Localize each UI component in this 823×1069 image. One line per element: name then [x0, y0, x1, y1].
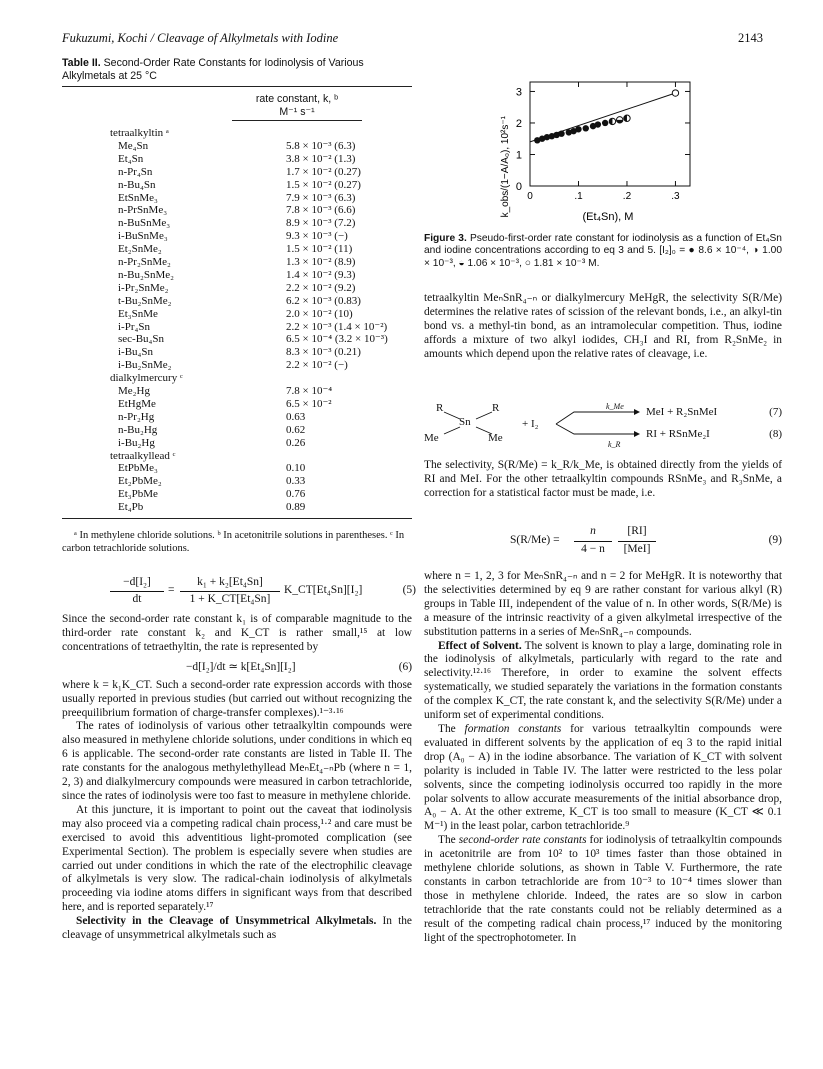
rate-constant-value: 2.2 × 10⁻³ (1.4 × 10⁻²)	[286, 320, 388, 333]
compound-name: Et₄Pb	[118, 501, 144, 514]
x-tick-label: .3	[671, 191, 680, 202]
rate-constant-value: 3.8 × 10⁻² (1.3)	[286, 152, 356, 165]
equation-9	[424, 525, 782, 559]
compound-name: t-Bu₂SnMe₂	[118, 294, 172, 307]
equation-5: −d[I₂] dt = k₁ + k₂[Et₄Sn] 1 + K_CT[Et₄Sn] K_CT[Et₄Sn][I₂] (5)	[108, 576, 416, 610]
table-group-row	[0, 127, 400, 140]
rate-constant-value: 0.63	[286, 410, 306, 423]
rate-constant-value: 1.5 × 10⁻² (0.27)	[286, 178, 361, 191]
compound-name: i-Pr₄Sn	[118, 320, 150, 333]
rate-constant-value: 1.7 × 10⁻² (0.27)	[286, 165, 361, 178]
table-row	[0, 462, 400, 475]
right-paragraph-5: for various tetraalkyltin compounds were evaluated in different solvents by the application of eq 3 to the rapid initial drop (A₀ − A) in the iodine absorbance. The variation of K_CT with solvent polarity is included in Table IV. The latter were restricted to the less polar solvents, since the competing iodinolysis occurred too rapidly in the more polar solvents to allow accurate measurements of the initial absorbance drop, A₀ − A. At the other extreme, K_CT is too small to measure (K_CT ≪ 0.1 M⁻¹) in the least polar, carbon tetrachloride.⁹	[424, 722, 782, 833]
data-point	[558, 130, 564, 136]
rate-constant-value: 5.8 × 10⁻³ (6.3)	[286, 139, 356, 152]
rate-constant-value: 6.2 × 10⁻³ (0.83)	[286, 294, 361, 307]
table-row	[0, 269, 400, 282]
x-tick-label: .2	[622, 191, 632, 202]
compound-name: sec-Bu₄Sn	[118, 333, 164, 346]
rate-constant-value: 0.76	[286, 488, 306, 501]
compound-name: i-Bu₂Hg	[118, 436, 155, 449]
rate-constant-value: 0.33	[286, 475, 306, 488]
eq5-mid-bar	[180, 591, 280, 592]
table-top-rule	[62, 86, 412, 87]
scheme-sn: Sn	[459, 416, 471, 428]
eq5-fraction-bar	[110, 591, 164, 592]
compound-name: i-BuSnMe₃	[118, 230, 168, 243]
rate-constant-value: 7.8 × 10⁻⁴	[286, 385, 333, 397]
reaction-scheme	[424, 400, 782, 456]
scheme-product-2: RI + RSnMe₂I	[646, 428, 710, 440]
eq6-number: (6)	[398, 660, 412, 673]
rate-constant-value: 6.5 × 10⁻⁴ (3.2 × 10⁻³)	[286, 333, 388, 346]
scheme-r-right: R	[492, 402, 500, 414]
eq5-tail: K_CT[Et₄Sn][I₂]	[284, 584, 363, 596]
x-axis-label: (Et₄Sn), M	[582, 211, 634, 223]
rate-constant-value: 0.10	[286, 462, 306, 475]
compound-name: Et₂PbMe₂	[118, 475, 162, 488]
left-paragraph-3: The rates of iodinolysis of various other tetraalkyltin compounds were also measured in methylene chloride solutions, under conditions in which eq 6 is applicable. The second-order rate constants are listed in Table II. The rate constants for the analogous methylethyllead MeₙEt₄₋ₙPb (where n = 1, 2, 3) and dialkylmercury compounds were measured in carbon tetrachloride, since the rates of iodinolysis were too fast to measure in methylene chloride.	[62, 720, 412, 802]
table-row	[0, 140, 400, 153]
left-paragraph-2: where k = k₁K_CT. Such a second-order rate expression accords with those usually reported in previous studies (but carried out without recognizing the preequilibrium formation of charge-transfer complexes).¹⁻³·¹⁶	[62, 678, 412, 719]
table-row	[0, 204, 400, 217]
eq9-mei: [MeI]	[623, 543, 651, 555]
compound-name: Et₄Sn	[118, 152, 144, 165]
compound-name: EtPbMe₃	[118, 462, 158, 475]
y-tick-label: 0	[515, 181, 522, 193]
right-paragraph-6-em: second-order rate constants	[458, 834, 587, 847]
rate-constant-value: 2.0 × 10⁻² (10)	[286, 307, 353, 320]
compound-name: n-Bu₂Hg	[118, 423, 158, 436]
eq9-lhs: S(R/Me) =	[510, 534, 560, 546]
left-paragraph-4: At this juncture, it is important to point out the caveat that iodinolysis may also proceed via a competing radical chain process,¹·² and care must be exercised to avoid this adventitious light-promoted complication (see Experimental Section). The problem is especially severe when studies are carried out under conditions in which the rate of the electrophilic cleavage of alkylmetals is very slow. The radical-chain iodinolysis of alkylmetals proceeding via iodine atoms differs in significant ways from that described here, and is reported separately.¹⁷	[62, 803, 412, 914]
compound-name: n-Pr₂SnMe₂	[118, 256, 171, 268]
table-row	[0, 385, 400, 398]
scheme-product-1: MeI + R₂SnMeI	[646, 406, 718, 418]
compound-name: n-Pr₂Hg	[118, 410, 155, 423]
compound-name: n-BuSnMe₃	[118, 217, 171, 230]
table-group-label: tetraalkyllead ᶜ	[110, 449, 176, 462]
figure-caption-text: Pseudo-first-order rate constant for iodinolysis as a function of Et₄Sn and iodine concentrations according to eq 3 and 5. [I₂]₀ = ● 8.6 × 10⁻⁴, ◑ 1.00 × 10⁻³, ◒ 1.06 × 10⁻³, ○ 1.81 × 10⁻³ M.	[424, 233, 782, 269]
column-header-line1: rate constant, k, ᵇ	[255, 93, 339, 105]
table-row	[0, 359, 400, 372]
scheme-r-left: R	[436, 402, 444, 414]
column-header-rule	[232, 120, 362, 121]
figure-caption-label: Figure 3.	[424, 233, 467, 244]
right-paragraph-3: where n = 1, 2, 3 for MeₙSnR₄₋ₙ and n = 2 for MeHgR. It is noteworthy that the selectivities determined by eq 9 are rather constant for various alkyl (R) groups in Table III, independent of the value of n. In other words, S(R/Me) is a measure of the intrinsic reactivity of a given alkylmetal irrespective of the substitution patterns in a series of MeₙSnR₄₋ₙ compounds.	[424, 570, 782, 638]
right-paragraph-1: tetraalkyltin MeₙSnR₄₋ₙ or dialkylmercury MeHgR, the selectivity S(R/Me) determines the relative rates of scission of the relevant bonds, i.e., an alkyl-tin bond vs. a methyl-tin bond, as an intramolecular competition. Thus, iodine affords a mixture of two alkyl iodides, CH₃I and RI, from R₂SnMe₂ in amounts which depend upon the relative rates of cleavage, i.e.	[424, 292, 782, 360]
table-row	[0, 295, 400, 308]
compound-name: Et₃SnMe	[118, 307, 158, 320]
rate-constant-value: 0.62	[286, 423, 306, 436]
rate-constant-value: 8.3 × 10⁻³ (0.21)	[286, 346, 361, 359]
rate-constant-value: 7.8 × 10⁻³ (6.6)	[286, 204, 356, 217]
right-paragraph-2: The selectivity, S(R/Me) = k_R/k_Me, is obtained directly from the yields of RI and MeI. For the other tetraalkyltin compounds RSnMe₃ and R₃SnMe, a correction for a statistical factor must be made, i.e.	[424, 459, 782, 499]
table-row	[0, 217, 400, 230]
column-header-line2: M⁻¹ s⁻¹	[279, 105, 315, 118]
right-paragraph-4: The solvent is known to play a large, dominating role in the iodinolysis of alkylmetals, particularly with regard to the rate and selectivity.¹²·¹⁶ Therefore, in order to examine the solvent effects systematically, we studied separately the variations in the formation constants of the complex K_CT, the rate constant k, and the selectivity S(R/Me) under a uniform set of experimental conditions.	[424, 639, 782, 722]
table-row	[0, 488, 400, 501]
eq9-bar-1	[574, 541, 612, 542]
table-row	[0, 192, 400, 205]
rate-constant-value: 0.26	[286, 436, 306, 449]
table-body	[0, 127, 420, 517]
table-caption-text: Second-Order Rate Constants for Iodinolysis of Various Alkylmetals at 25 °C	[62, 57, 364, 82]
compound-name: EtSnMe₃	[118, 191, 158, 204]
table-row	[0, 475, 400, 488]
right-paragraph-5-em: formation constants	[464, 722, 562, 735]
right-paragraph-4-heading: Effect of Solvent.	[438, 639, 522, 652]
table-column-header	[232, 93, 362, 118]
data-point	[602, 120, 608, 126]
y-axis-label: k_obs/(1−A/A₀), 10²s⁻¹	[500, 116, 511, 218]
table-group-label: tetraalkyltin ᵃ	[110, 127, 169, 139]
eq5-denominator: dt	[132, 593, 142, 605]
equation-6	[62, 655, 412, 679]
data-point	[575, 126, 581, 132]
table-row	[0, 501, 400, 514]
table-caption	[62, 57, 412, 82]
table-row	[0, 256, 400, 269]
figure-3-caption	[424, 233, 782, 270]
compound-name: EtHgMe	[118, 397, 156, 410]
eq5-number: (5)	[402, 584, 416, 596]
eq9-d: 4 − n	[581, 543, 605, 555]
scheme-me-right: Me	[488, 432, 503, 444]
left-column-text	[62, 613, 412, 943]
rate-constant-value: 7.9 × 10⁻³ (6.3)	[286, 191, 356, 204]
rate-constant-value: 2.2 × 10⁻² (−)	[286, 359, 348, 372]
compound-name: i-Bu₄Sn	[118, 346, 154, 359]
scheme-kr: k_R	[608, 440, 621, 449]
eq6-text: −d[I₂]/dt ≃ k[Et₄Sn][I₂]	[186, 660, 296, 673]
table-row	[0, 437, 400, 450]
page-number: 2143	[738, 31, 763, 45]
right-column-text: where n = 1, 2, 3 for MeₙSnR₄₋ₙ and n = 2 for MeHgR. It is noteworthy that the selectivities determined by eq 9 are rather constant for various alkyl (R) groups in Table III, independent of the value of n. In other words, S(R/Me) is a measure of the intrinsic reactivity of a given alkylmetal irrespective of the substitution patterns in a series of MeₙSnR₄₋ₙ compounds. Effect of Solvent. The solvent is known to play a large, dominating role in the iodinolysis of alkylmetals, particularly with regard to the rate and selectivity.¹²·¹⁶ Therefore, in order to examine the solvent effects systematically, we studied separately the variations in the formation constants of the complex K_CT, the rate constant k, and the selectivity S(R/Me) under a uniform set of experimental conditions. The formation constants for various tetraalkyltin compounds were evaluated in different solvents by the application of eq 3 to the rapid initial drop (A₀ − A) in the iodine absorbance. The variation of K_CT with solvent polarity is included in Table IV. The latter were restricted to the less polar solvents, since the competing iodinolysis occurred too rapidly in the more polar solvents to allow accurate measurements of the initial absorbance drop, A₀ − A. At the other extreme, K_CT is too small to measure (K_CT ≪ 0.1 M⁻¹) in the least polar, carbon tetrachloride.⁹ The second-order rate constants for iodinolysis of tetraalkyltin compounds in acetonitrile are from 10² to 10³ times faster than those obtained in methylene chloride solutions, as shown in Table V. Furthermore, the rate constants in carbon tetrachloride are from 10⁻³ to 10⁻⁴ times slower than those in methylene chloride. Indeed, the rates are so slow in carbon tetrachloride that the rate constants could not be reliably determined as a result of the competing radical chain process,¹⁷ induced by the monitoring light of the spectrophotometer. In	[424, 570, 782, 944]
table-row	[0, 424, 400, 437]
table-row	[0, 411, 400, 424]
table-row	[0, 166, 400, 179]
scheme-eq7: (7)	[769, 406, 782, 418]
compound-name: n-PrSnMe₃	[118, 204, 168, 217]
y-tick-label: 1	[515, 149, 522, 162]
rate-constant-value: 1.5 × 10⁻² (11)	[286, 243, 353, 256]
table-caption-label: Table II.	[62, 57, 101, 69]
eq9-number: (9)	[768, 534, 782, 546]
table-row	[0, 333, 400, 346]
scheme-eq8: (8)	[769, 428, 782, 440]
table-group-row	[0, 372, 400, 385]
compound-name: n-Pr₄Sn	[118, 165, 153, 178]
table-row	[0, 321, 400, 334]
table-group-label: dialkylmercury ᶜ	[110, 372, 183, 385]
data-point	[583, 125, 589, 131]
table-row	[0, 346, 400, 359]
compound-name: Et₂SnMe₂	[118, 243, 162, 256]
rate-constant-value: 9.3 × 10⁻³ (−)	[286, 230, 348, 243]
table-row	[0, 282, 400, 295]
rate-constant-value: 8.9 × 10⁻³ (7.2)	[286, 217, 356, 230]
scheme-bonds-arrows	[424, 400, 784, 456]
left-paragraph-5-heading: Selectivity in the Cleavage of Unsymmetrical Alkylmetals.	[76, 915, 377, 928]
right-paragraph-6: for iodinolysis of tetraalkyltin compounds in acetonitrile are from 10² to 10³ times faster than those obtained in methylene chloride solutions, as shown in Table V. Furthermore, the rate constants in carbon tetrachloride are from 10⁻³ to 10⁻⁴ times slower than those in methylene chloride. Indeed, the rates are so slow in carbon tetrachloride that the rate constants could not be reliably determined as a result of the competing radical chain process,¹⁷ induced by the monitoring light of the spectrophotometer. In	[424, 834, 782, 944]
data-point	[595, 121, 601, 127]
table-row	[0, 243, 400, 256]
eq9-n: n	[590, 525, 596, 537]
x-tick-label: 0	[527, 191, 533, 202]
x-tick-label: .1	[574, 191, 583, 202]
table-footnote: ᵃ In methylene chloride solutions. ᵇ In acetonitrile solutions in parentheses. ᶜ In carbon tetrachloride solutions.	[62, 530, 405, 554]
scheme-plus-i2: + I₂	[522, 418, 539, 430]
compound-name: i-Bu₂SnMe₂	[118, 359, 172, 372]
figure-3-plot	[490, 78, 720, 228]
table-bottom-rule	[62, 518, 412, 519]
table-row	[0, 398, 400, 411]
table-row	[0, 230, 400, 243]
rate-constant-value: 0.89	[286, 501, 306, 514]
compound-name: Me₄Sn	[118, 139, 149, 152]
rate-constant-value: 2.2 × 10⁻² (9.2)	[286, 281, 356, 294]
compound-name: Et₃PbMe	[118, 488, 158, 501]
rate-constant-value: 6.5 × 10⁻²	[286, 397, 332, 410]
y-tick-label: 2	[515, 117, 522, 130]
data-point	[672, 90, 678, 96]
compound-name: n-Bu₂SnMe₂	[118, 268, 174, 281]
compound-name: Me₂Hg	[118, 385, 150, 397]
table-group-row	[0, 450, 400, 463]
rate-constant-value: 1.3 × 10⁻² (8.9)	[286, 256, 356, 268]
rate-constant-value: 1.4 × 10⁻² (9.3)	[286, 268, 356, 281]
eq9-ri: [RI]	[627, 525, 647, 537]
left-paragraph-5: In the cleavage of unsymmetrical alkylmetals such as	[62, 915, 412, 942]
left-paragraph-1: Since the second-order rate constant k₁ is of comparable magnitude to the third-order rate constant k₂ and K_CT is rather small,¹⁵ at low concentrations of tetraethyltin, the rate is represented by	[62, 613, 412, 653]
compound-name: n-Bu₄Sn	[118, 178, 156, 191]
table-row	[0, 308, 400, 321]
eq5-mid-numerator: k₁ + k₂[Et₄Sn]	[197, 576, 263, 588]
scheme-me-left: Me	[424, 432, 439, 444]
running-title: Fukuzumi, Kochi / Cleavage of Alkylmetals with Iodine	[62, 31, 339, 45]
scheme-kme: k_Me	[606, 402, 624, 411]
eq5-mid-denominator: 1 + K_CT[Et₄Sn]	[189, 593, 271, 605]
eq9-bar-2	[618, 541, 656, 542]
table-row	[0, 179, 400, 192]
y-tick-label: 3	[515, 86, 522, 99]
eq5-numerator: −d[I₂]	[123, 576, 151, 588]
table-row	[0, 153, 400, 166]
compound-name: i-Pr₂SnMe₂	[118, 281, 169, 294]
